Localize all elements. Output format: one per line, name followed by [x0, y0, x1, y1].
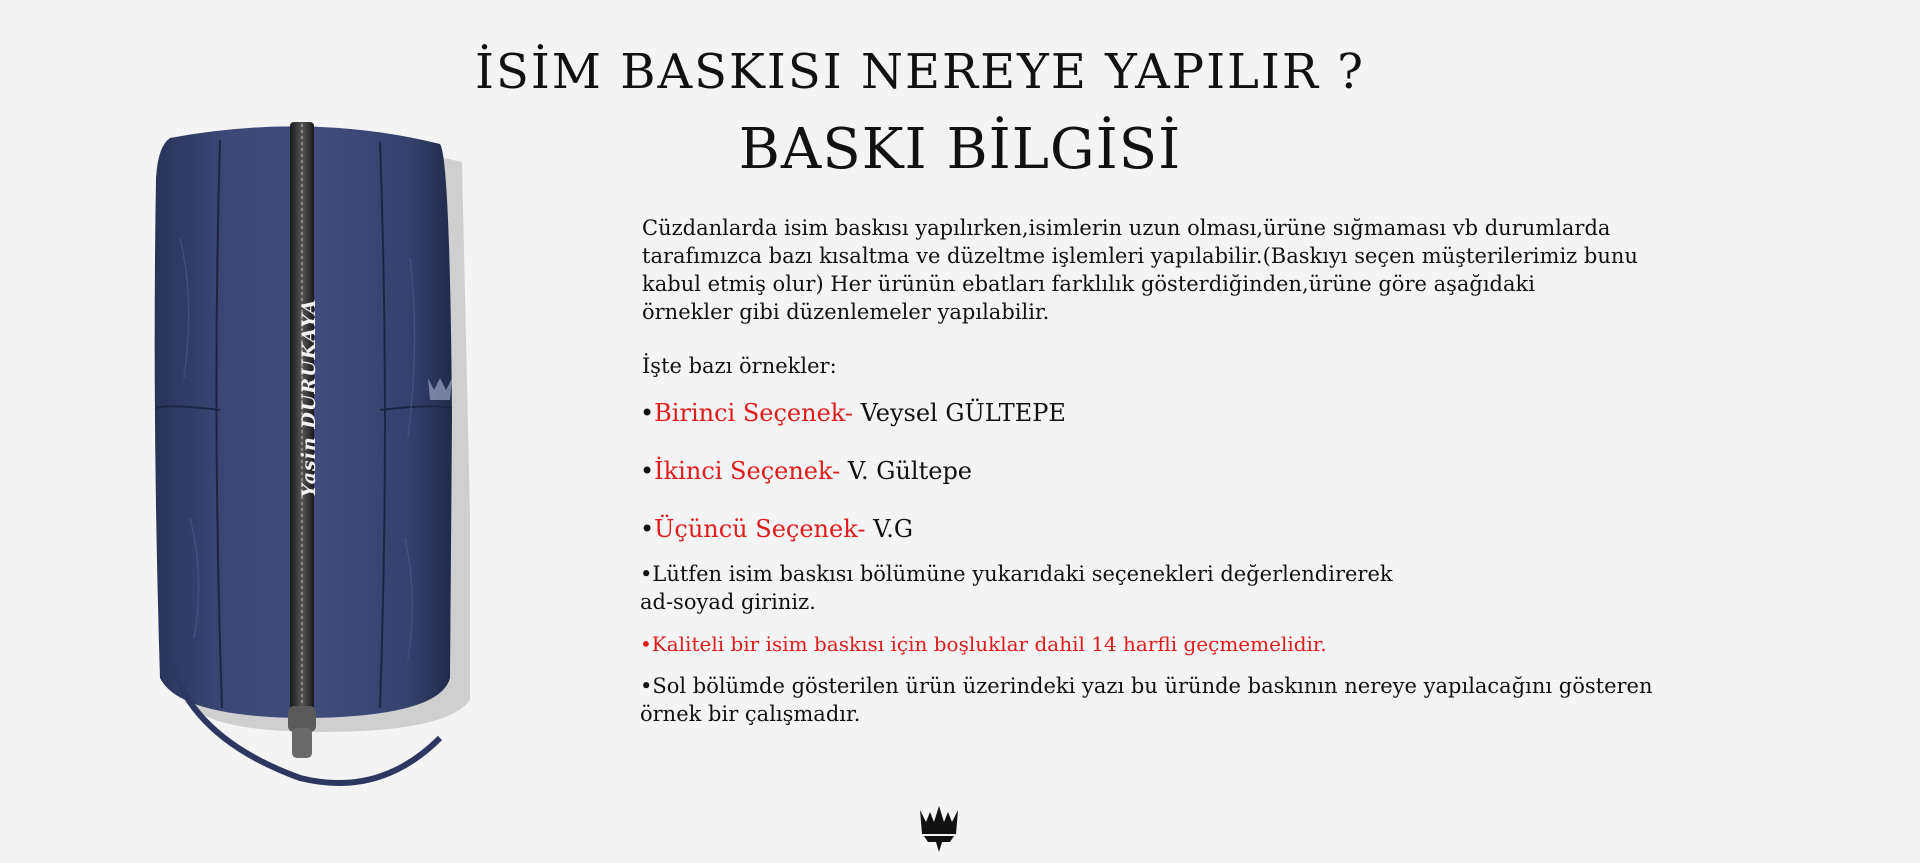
note-character-limit: •Kaliteli bir isim baskısı için boşluklar dahil 14 harfli geçmemelidir. [640, 632, 1327, 656]
option-1: •Birinci Seçenek- Veysel GÜLTEPE [640, 399, 1066, 427]
intro-line: kabul etmiş olur) Her ürünün ebatları farklılık gösterdiğinden,ürüne göre aşağıdaki [642, 272, 1535, 296]
note-instructions [640, 560, 1890, 616]
option-label: Üçüncü Seçenek- [654, 515, 866, 543]
intro-line: tarafımızca bazı kısaltma ve düzeltme işlemleri yapılabilir.(Baskıyı seçen müşterilerimiz bunu [642, 244, 1638, 268]
option-3: •Üçüncü Seçenek- V.G [640, 515, 914, 543]
option-label: İkinci Seçenek- [654, 457, 841, 485]
note-sample [640, 672, 1890, 728]
page-subtitle: BASKI BİLGİSİ [738, 117, 1182, 182]
option-2: •İkinci Seçenek- V. Gültepe [640, 457, 973, 485]
option-label: Birinci Seçenek- [654, 399, 853, 427]
info-section [640, 214, 1890, 742]
product-image [150, 118, 470, 798]
option-value: V.G [873, 515, 914, 543]
page-title: İSİM BASKISI NEREYE YAPILIR ? [474, 44, 1365, 100]
note-line: örnek bir çalışmadır. [640, 702, 861, 726]
examples-label: İşte bazı örnekler: [642, 354, 837, 378]
note-line: •Sol bölümde gösterilen ürün üzerindeki yazı bu üründe baskının nereye yapılacağını gösteren [640, 674, 1653, 698]
option-value: V. Gültepe [847, 457, 973, 485]
trident-logo-icon [916, 804, 962, 854]
note-line: •Lütfen isim baskısı bölümüne yukarıdaki seçenekleri değerlendirerek [640, 562, 1393, 586]
option-value: Veysel GÜLTEPE [860, 399, 1066, 427]
engraved-name: Yasin DURUKAYA [298, 298, 320, 498]
intro-line: örnekler gibi düzenlemeler yapılabilir. [642, 300, 1050, 324]
note-line: ad-soyad giriniz. [640, 590, 816, 614]
intro-line: Cüzdanlarda isim baskısı yapılırken,isimlerin uzun olması,ürüne sığmaması vb durumlarda [642, 216, 1611, 240]
intro-text [642, 214, 1842, 326]
